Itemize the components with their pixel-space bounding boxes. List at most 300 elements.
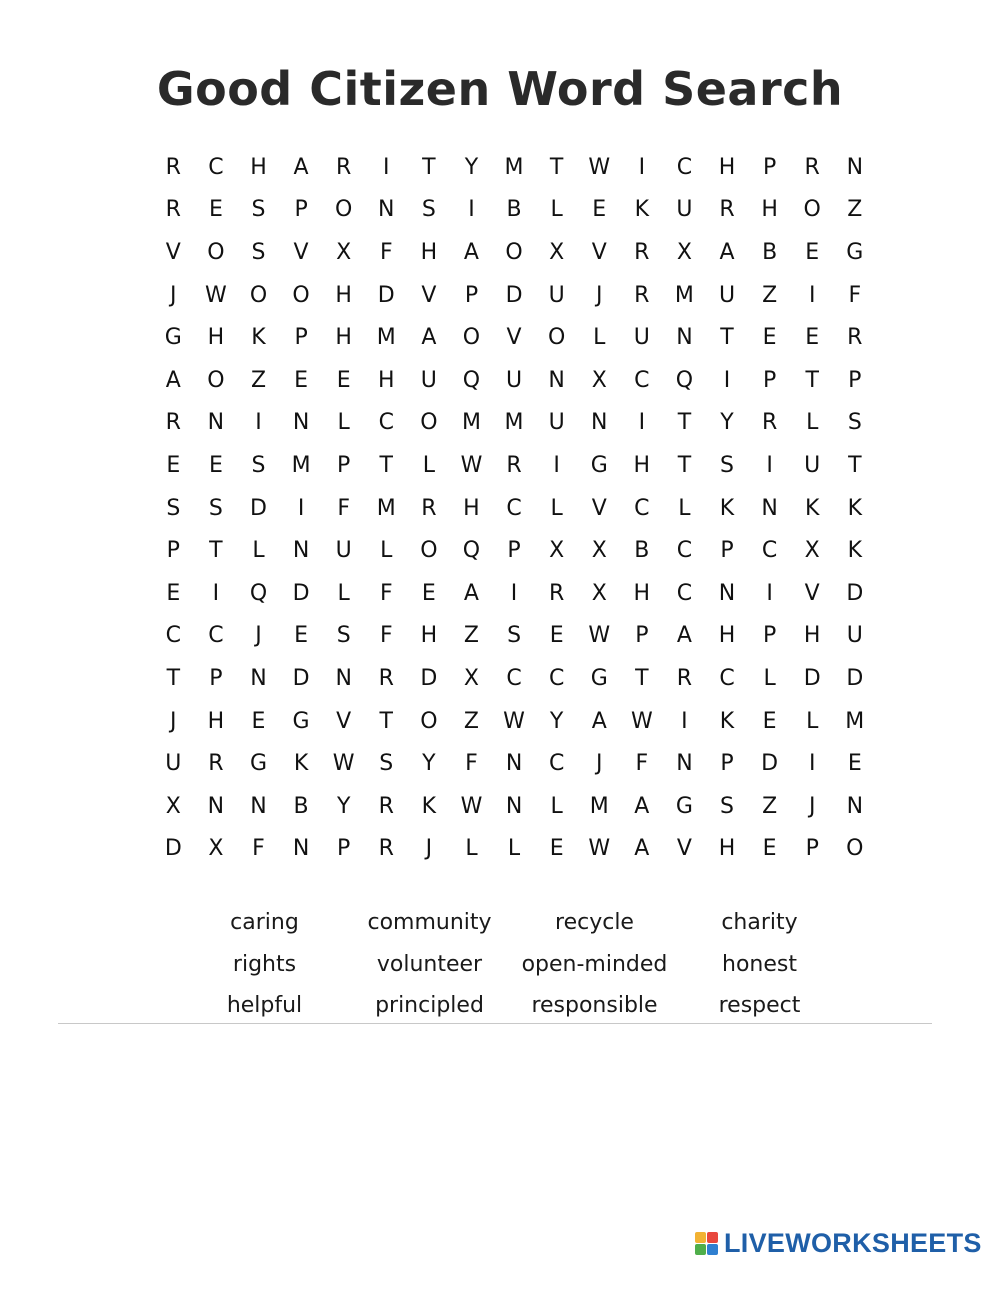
grid-letter[interactable]: P [762,154,777,180]
grid-letter[interactable]: F [379,580,393,606]
grid-letter[interactable]: T [805,367,819,393]
grid-letter[interactable]: T [677,410,692,436]
grid-letter[interactable]: J [425,836,433,862]
grid-letter[interactable]: W [460,452,483,478]
divider [58,1023,932,1024]
grid-letter[interactable]: L [252,538,265,564]
grid-letter[interactable]: E [592,197,607,223]
grid-letter[interactable]: Z [847,197,863,223]
grid-letter[interactable]: I [297,495,305,521]
grid-letter[interactable]: H [250,154,267,180]
grid-letter[interactable]: B [506,197,522,223]
grid-letter[interactable]: I [383,154,390,180]
grid-letter[interactable]: T [549,154,564,180]
grid-letter[interactable]: H [207,325,225,351]
grid-letter[interactable]: O [292,282,310,308]
grid-letter[interactable]: U [420,367,437,393]
grid-letter[interactable]: N [548,367,565,393]
grid-letter[interactable]: S [720,452,734,478]
grid-letter[interactable]: X [591,538,607,564]
grid-letter[interactable]: P [209,665,223,691]
grid-letter[interactable]: D [250,495,267,521]
grid-letter[interactable]: H [377,367,395,393]
grid-letter[interactable]: W [205,282,227,308]
grid-letter[interactable]: T [209,538,223,564]
grid-letter[interactable]: U [846,623,863,649]
grid-letter[interactable]: C [719,665,735,691]
grid-letter[interactable]: C [208,154,224,180]
grid-letter[interactable]: H [718,154,736,180]
grid-letter[interactable]: K [719,708,735,734]
grid-letter[interactable]: A [634,793,650,819]
grid-letter[interactable]: X [463,665,479,691]
grid-letter[interactable]: K [251,325,266,351]
grid-letter[interactable]: H [335,282,352,308]
grid-letter[interactable]: W [503,708,525,734]
grid-letter[interactable]: S [251,452,266,478]
liveworksheets-icon [695,1232,718,1255]
grid-letter[interactable]: J [595,282,603,308]
grid-letter[interactable]: E [208,197,223,223]
grid-letter[interactable]: L [593,325,606,351]
grid-letter[interactable]: M [461,410,481,436]
grid-letter[interactable]: N [335,665,352,691]
grid-letter[interactable]: C [676,538,693,564]
grid-letter[interactable]: L [337,580,350,606]
grid-letter[interactable]: S [251,239,266,265]
grid-letter[interactable]: X [804,538,820,564]
grid-letter[interactable]: L [678,495,691,521]
grid-letter[interactable]: W [332,751,355,777]
grid-letter[interactable]: S [379,751,394,777]
grid-letter[interactable]: O [249,282,268,308]
grid-letter[interactable]: C [208,623,224,649]
grid-letter[interactable]: A [293,154,309,180]
grid-letter[interactable]: A [634,836,650,862]
grid-letter[interactable]: S [847,410,862,436]
grid-letter[interactable]: I [468,197,475,223]
grid-letter[interactable]: E [762,325,777,351]
grid-letter[interactable]: C [548,665,565,691]
grid-letter[interactable]: C [506,665,522,691]
grid-letter[interactable]: M [504,410,524,436]
grid-letter[interactable]: H [633,580,651,606]
grid-letter[interactable]: Q [249,580,268,606]
grid-letter[interactable]: V [293,239,309,265]
grid-letter[interactable]: C [165,623,181,649]
grid-letter[interactable]: R [208,751,224,777]
grid-letter[interactable]: V [804,580,820,606]
grid-letter[interactable]: N [292,538,310,564]
grid-letter[interactable]: G [249,751,268,777]
grid-letter[interactable]: O [420,538,438,564]
grid-letter[interactable]: I [808,282,816,308]
grid-letter[interactable]: T [166,665,181,691]
grid-letter[interactable]: H [207,708,225,734]
grid-letter[interactable]: I [766,452,773,478]
grid-letter[interactable]: N [718,580,736,606]
grid-letter[interactable]: V [506,325,522,351]
grid-letter[interactable]: T [422,154,436,180]
grid-letter[interactable]: G [590,452,608,478]
grid-letter[interactable]: Z [463,623,479,649]
grid-letter[interactable]: K [804,495,820,521]
grid-letter[interactable]: Y [422,751,436,777]
grid-letter[interactable]: E [251,708,266,734]
grid-letter[interactable]: I [510,580,518,606]
grid-letter[interactable]: H [718,623,736,649]
grid-letter[interactable]: V [591,239,607,265]
grid-letter[interactable]: L [465,836,478,862]
grid-letter[interactable]: X [591,367,607,393]
grid-letter[interactable]: F [465,751,478,777]
grid-letter[interactable]: M [376,325,396,351]
grid-letter[interactable]: E [166,580,181,606]
grid-letter[interactable]: I [553,452,560,478]
grid-letter[interactable]: Z [250,367,267,393]
grid-letter[interactable]: Y [336,793,351,819]
grid-letter[interactable]: R [165,197,181,223]
grid-letter[interactable]: M [291,452,311,478]
word-list-item: principled [375,993,484,1019]
grid-letter[interactable]: D [292,665,310,691]
grid-letter[interactable]: D [505,282,523,308]
grid-letter[interactable]: H [718,836,736,862]
grid-letter[interactable]: F [848,282,862,308]
grid-letter[interactable]: W [460,793,483,819]
grid-letter[interactable]: O [462,325,481,351]
grid-letter[interactable]: T [848,452,862,478]
grid-letter[interactable]: F [379,623,393,649]
grid-letter[interactable]: P [635,623,649,649]
grid-letter[interactable]: P [762,623,777,649]
grid-letter[interactable]: P [507,538,521,564]
grid-letter[interactable]: X [208,836,224,862]
grid-letter[interactable]: J [808,793,816,819]
grid-letter[interactable]: N [250,793,267,819]
grid-letter[interactable]: K [847,495,863,521]
grid-letter[interactable]: R [804,154,820,180]
grid-letter[interactable]: X [549,239,565,265]
grid-letter[interactable]: W [630,708,653,734]
grid-letter[interactable]: E [166,452,181,478]
grid-letter[interactable]: S [421,197,436,223]
grid-letter[interactable]: T [635,665,649,691]
grid-letter[interactable]: C [378,410,394,436]
grid-letter[interactable]: E [208,452,223,478]
grid-letter[interactable]: L [550,793,563,819]
grid-letter[interactable]: W [588,836,611,862]
grid-letter[interactable]: R [165,154,181,180]
grid-letter[interactable]: R [761,410,778,436]
grid-letter[interactable]: N [676,751,693,777]
grid-letter[interactable]: U [505,367,523,393]
grid-letter[interactable]: G [846,239,864,265]
grid-letter[interactable]: U [676,197,693,223]
grid-letter[interactable]: N [207,793,225,819]
grid-letter[interactable]: E [762,708,777,734]
grid-letter[interactable]: N [250,665,267,691]
grid-letter[interactable]: P [294,197,308,223]
grid-letter[interactable]: R [378,793,394,819]
grid-letter[interactable]: A [676,623,692,649]
grid-letter[interactable]: M [504,154,524,180]
grid-letter[interactable]: L [507,836,521,862]
grid-letter[interactable]: P [848,367,862,393]
grid-letter[interactable]: S [720,793,734,819]
grid-letter[interactable]: K [719,495,735,521]
grid-letter[interactable]: U [633,325,650,351]
grid-letter[interactable]: E [847,751,862,777]
grid-letter[interactable]: G [292,708,310,734]
grid-letter[interactable]: N [591,410,608,436]
grid-letter[interactable]: S [507,623,522,649]
grid-letter[interactable]: D [846,665,864,691]
grid-letter[interactable]: D [292,580,310,606]
grid-letter[interactable]: I [212,580,220,606]
grid-letter[interactable]: E [421,580,436,606]
grid-letter[interactable]: E [294,623,309,649]
grid-letter[interactable]: O [207,239,225,265]
grid-letter[interactable]: H [463,495,480,521]
grid-letter[interactable]: L [422,452,435,478]
grid-letter[interactable]: N [676,325,693,351]
grid-letter[interactable]: C [761,538,778,564]
grid-letter[interactable]: Z [463,708,479,734]
word-list [182,902,842,1027]
grid-letter[interactable]: V [165,239,181,265]
grid-letter[interactable]: P [805,836,819,862]
grid-letter[interactable]: O [803,197,821,223]
grid-letter[interactable]: H [335,325,352,351]
grid-letter[interactable]: G [590,665,608,691]
grid-letter[interactable]: O [420,410,438,436]
grid-letter[interactable]: P [720,538,734,564]
grid-letter[interactable]: M [589,793,609,819]
grid-letter[interactable]: U [718,282,736,308]
grid-letter[interactable]: L [380,538,393,564]
grid-letter[interactable]: A [421,325,437,351]
grid-letter[interactable]: L [806,410,819,436]
grid-letter[interactable]: I [638,410,646,436]
grid-letter[interactable]: H [761,197,778,223]
grid-letter[interactable]: U [165,751,182,777]
grid-letter[interactable]: R [336,154,352,180]
grid-letter[interactable]: E [805,325,820,351]
grid-letter[interactable]: L [550,495,563,521]
grid-letter[interactable]: Z [762,793,778,819]
grid-letter[interactable]: E [549,836,564,862]
grid-letter[interactable]: Y [464,154,479,180]
grid-letter[interactable]: B [762,239,778,265]
grid-letter[interactable]: F [252,836,265,862]
grid-letter[interactable]: C [676,580,693,606]
grid-letter[interactable]: F [337,495,350,521]
grid-letter[interactable]: I [638,154,646,180]
grid-letter[interactable]: M [674,282,694,308]
grid-letter[interactable]: Y [720,410,734,436]
grid-letter[interactable]: A [463,580,479,606]
grid-letter[interactable]: D [846,580,864,606]
grid-letter[interactable]: X [676,239,692,265]
grid-letter[interactable]: N [378,197,395,223]
grid-letter[interactable]: Y [549,708,564,734]
grid-letter[interactable]: U [335,538,352,564]
grid-letter[interactable]: Q [462,538,481,564]
grid-letter[interactable]: M [845,708,865,734]
grid-letter[interactable]: R [676,665,693,691]
grid-letter[interactable]: U [548,282,565,308]
grid-letter[interactable]: O [547,325,566,351]
grid-letter[interactable]: O [420,708,438,734]
grid-letter[interactable]: K [634,197,650,223]
grid-letter[interactable]: W [588,623,611,649]
grid-letter[interactable]: S [166,495,181,521]
grid-letter[interactable]: E [549,623,564,649]
grid-letter[interactable]: P [720,751,734,777]
grid-letter[interactable]: P [464,282,479,308]
logo-square [707,1232,718,1243]
grid-letter[interactable]: D [420,665,438,691]
grid-letter[interactable]: R [548,580,565,606]
grid-letter[interactable]: R [506,452,522,478]
grid-letter[interactable]: A [165,367,181,393]
grid-letter[interactable]: C [506,495,522,521]
grid-letter[interactable]: Q [462,367,481,393]
grid-letter[interactable]: N [846,154,864,180]
grid-letter[interactable]: L [337,410,350,436]
grid-letter[interactable]: Z [762,282,778,308]
grid-letter[interactable]: X [336,239,352,265]
grid-letter[interactable]: N [292,836,310,862]
grid-letter[interactable]: R [378,665,394,691]
grid-letter[interactable]: R [847,325,863,351]
grid-letter[interactable]: V [421,282,437,308]
grid-letter[interactable]: U [804,452,821,478]
grid-letter[interactable]: V [336,708,352,734]
grid-letter[interactable]: A [591,708,607,734]
grid-letter[interactable]: H [420,623,438,649]
grid-letter[interactable]: R [719,197,735,223]
logo-square [695,1232,706,1243]
grid-letter[interactable]: P [337,452,351,478]
grid-letter[interactable]: B [293,793,309,819]
grid-letter[interactable]: J [595,751,603,777]
grid-letter[interactable]: M [376,495,396,521]
grid-letter[interactable]: A [719,239,735,265]
grid-letter[interactable]: E [762,836,777,862]
grid-letter[interactable]: S [336,623,351,649]
grid-letter[interactable]: E [294,367,309,393]
grid-letter[interactable]: E [336,367,351,393]
grid-letter[interactable]: R [634,282,650,308]
grid-letter[interactable]: R [634,239,650,265]
grid-letter[interactable]: P [762,367,777,393]
grid-letter[interactable]: W [588,154,611,180]
word-list-item: responsible [531,993,658,1019]
grid-letter[interactable]: P [166,538,180,564]
grid-letter[interactable]: I [723,367,731,393]
grid-letter[interactable]: G [164,325,182,351]
grid-letter[interactable]: C [676,154,693,180]
grid-letter[interactable]: U [548,410,565,436]
grid-letter[interactable]: O [846,836,864,862]
grid-letter[interactable]: V [591,495,607,521]
grid-letter[interactable]: I [766,580,773,606]
grid-letter[interactable]: E [805,239,820,265]
brand-logo[interactable] [695,1228,982,1258]
grid-letter[interactable]: L [763,665,776,691]
grid-letter[interactable]: P [294,325,308,351]
grid-letter[interactable]: F [379,239,393,265]
grid-letter[interactable]: S [208,495,223,521]
grid-letter[interactable]: J [170,708,177,734]
grid-letter[interactable]: X [591,580,607,606]
letter-grid [152,146,876,870]
grid-letter[interactable]: D [164,836,182,862]
grid-letter[interactable]: N [505,751,523,777]
brand-text: LIVEWORKSHEETS [724,1227,982,1258]
grid-letter[interactable]: G [675,793,693,819]
grid-letter[interactable]: T [379,708,393,734]
grid-letter[interactable]: I [681,708,688,734]
grid-letter[interactable]: B [634,538,650,564]
grid-letter[interactable]: R [378,836,394,862]
grid-letter[interactable]: T [677,452,692,478]
grid-letter[interactable]: C [634,495,650,521]
grid-letter[interactable]: C [548,751,565,777]
grid-letter[interactable]: N [207,410,225,436]
grid-letter[interactable]: K [293,751,309,777]
grid-letter[interactable]: T [720,325,734,351]
grid-letter[interactable]: P [337,836,351,862]
grid-letter[interactable]: O [207,367,225,393]
grid-letter[interactable]: A [463,239,479,265]
grid-letter[interactable]: I [808,751,816,777]
grid-letter[interactable]: K [421,793,437,819]
grid-letter[interactable]: O [505,239,523,265]
grid-letter[interactable]: Q [675,367,694,393]
grid-letter[interactable]: S [251,197,266,223]
grid-letter[interactable]: D [803,665,821,691]
grid-letter[interactable]: N [292,410,310,436]
grid-letter[interactable]: C [634,367,650,393]
grid-letter[interactable]: J [255,623,262,649]
grid-letter[interactable]: N [505,793,523,819]
grid-letter[interactable]: I [255,410,262,436]
grid-letter[interactable]: L [550,197,563,223]
grid-letter[interactable]: H [803,623,821,649]
grid-letter[interactable]: H [633,452,651,478]
grid-letter[interactable]: D [377,282,395,308]
grid-letter[interactable]: X [165,793,181,819]
grid-letter[interactable]: D [761,751,779,777]
grid-letter[interactable]: K [847,538,863,564]
grid-letter[interactable]: X [549,538,565,564]
grid-letter[interactable]: J [170,282,177,308]
word-list-item: open-minded [521,951,668,977]
grid-letter[interactable]: V [676,836,692,862]
grid-letter[interactable]: F [635,751,649,777]
grid-letter[interactable]: O [335,197,353,223]
grid-letter[interactable]: H [420,239,438,265]
grid-letter[interactable]: R [165,410,181,436]
grid-letter[interactable]: N [846,793,864,819]
grid-letter[interactable]: R [421,495,437,521]
grid-letter[interactable]: L [806,708,819,734]
grid-letter[interactable]: T [379,452,393,478]
grid-letter[interactable]: N [761,495,778,521]
